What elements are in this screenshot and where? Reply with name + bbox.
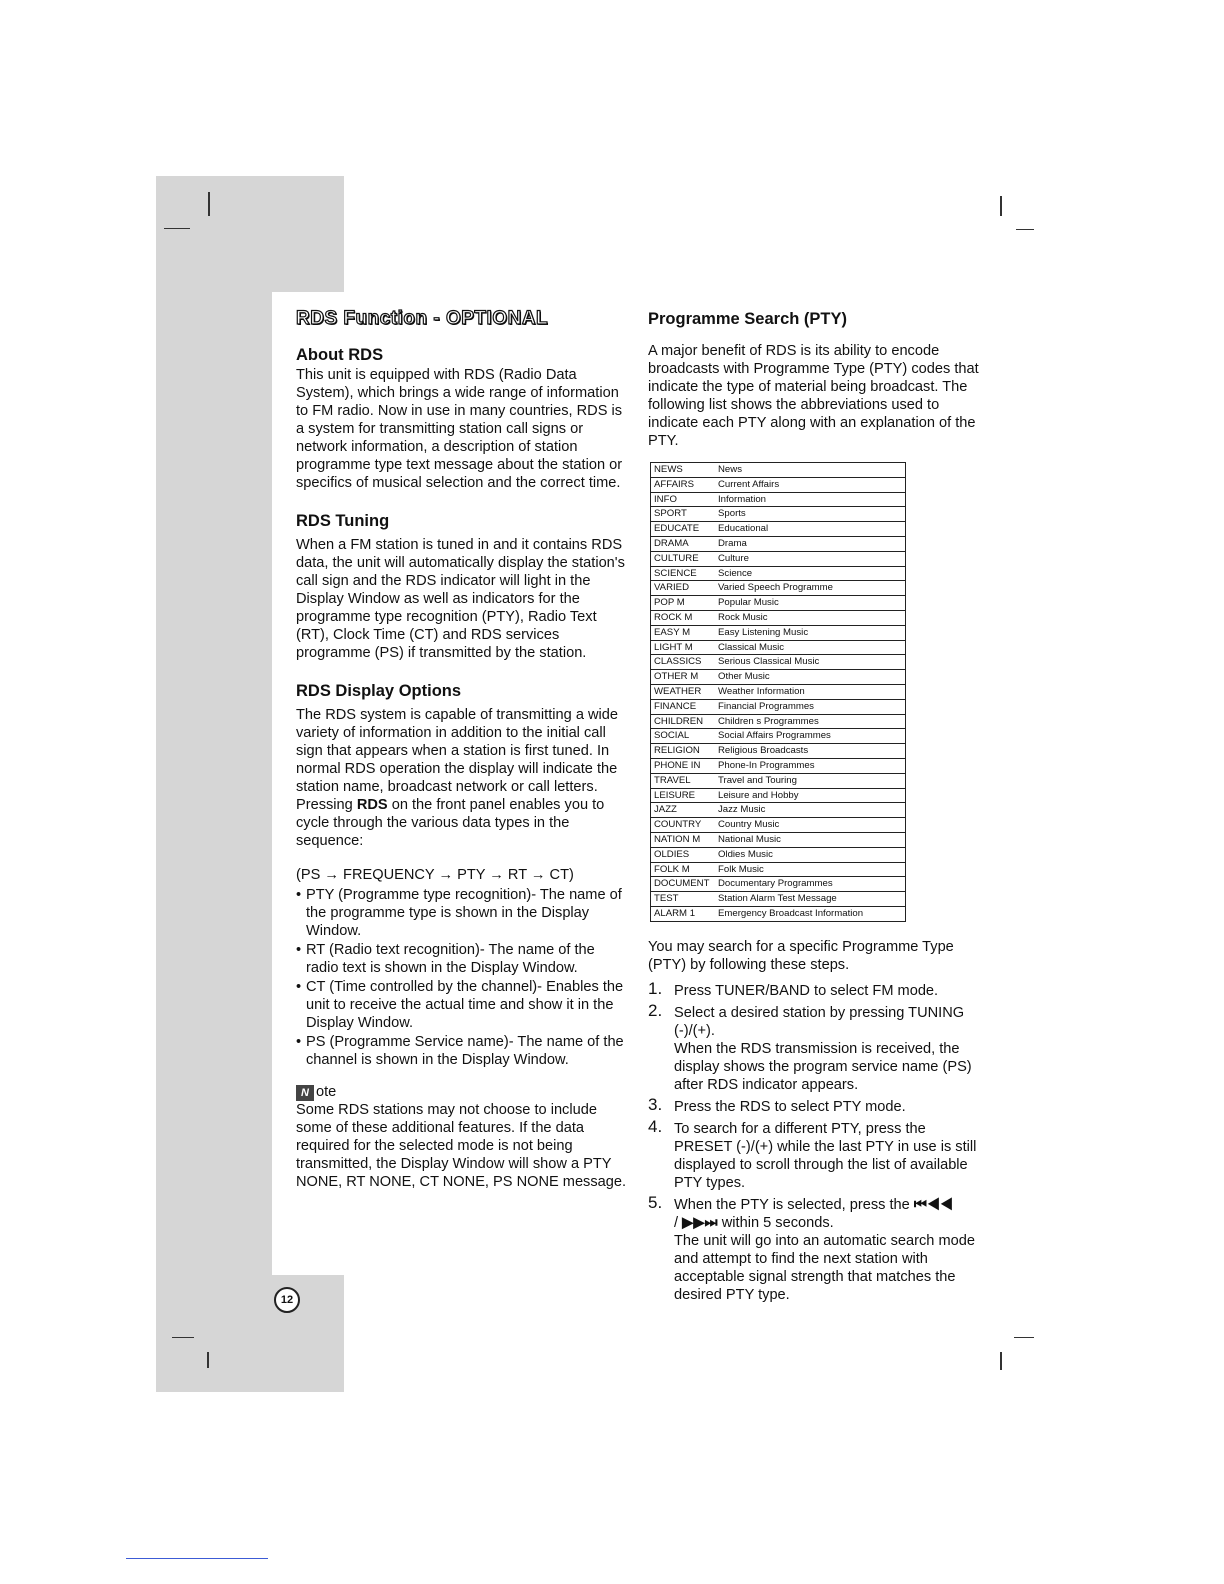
pty-code: RELIGION [651, 744, 716, 759]
search-steps [648, 978, 983, 1304]
rds-display-heading: RDS Display Options [296, 682, 462, 700]
crop-mark [1000, 196, 1002, 216]
left-column [296, 310, 628, 1205]
step-text: When the PTY is selected, press the [674, 1196, 914, 1213]
crop-mark [164, 228, 190, 229]
table-row [651, 670, 906, 685]
pty-code: INFO [651, 492, 716, 507]
step-item [648, 1192, 983, 1304]
pty-description: Leisure and Hobby [715, 788, 906, 803]
search-intro-text: You may search for a specific Programme Type (PTY) by following these steps. [648, 938, 954, 973]
pty-code: OLDIES [651, 847, 716, 862]
step-number: 1. [648, 978, 663, 998]
pty-code: NATION M [651, 832, 716, 847]
table-row [651, 714, 906, 729]
rds-display-text [296, 706, 628, 850]
table-row [651, 522, 906, 537]
pty-description: Documentary Programmes [715, 877, 906, 892]
pty-code: SOCIAL [651, 729, 716, 744]
table-row [651, 640, 906, 655]
table-row [651, 477, 906, 492]
table-row [651, 463, 906, 478]
pty-description: Current Affairs [715, 477, 906, 492]
pty-code: FOLK M [651, 862, 716, 877]
note-icon: N [296, 1085, 314, 1101]
step-number: 4. [648, 1116, 663, 1136]
pty-description: Sports [715, 507, 906, 522]
table-row [651, 832, 906, 847]
pty-intro-text: A major benefit of RDS is its ability to encode broadcasts with Programme Type (PTY) codes that indicate the type of material being broadcast. The following list shows the abbreviations used to indicate each PTY along with an explanation of the PTY. [648, 343, 979, 449]
table-row [651, 862, 906, 877]
pty-code: CHILDREN [651, 714, 716, 729]
step-number: 3. [648, 1094, 663, 1114]
note-header [296, 1083, 628, 1101]
pty-description: Drama [715, 536, 906, 551]
pty-description: Weather Information [715, 684, 906, 699]
step-text: Press the RDS to select PTY mode. [674, 1098, 906, 1115]
pty-description: Other Music [715, 670, 906, 685]
step-number: 2. [648, 1000, 663, 1020]
step-item [648, 1000, 983, 1094]
crop-mark [1014, 1337, 1034, 1338]
table-row [651, 536, 906, 551]
table-row [651, 655, 906, 670]
note-label: ote [316, 1084, 337, 1100]
pty-description: Classical Music [715, 640, 906, 655]
table-row [651, 892, 906, 907]
about-rds-text: This unit is equipped with RDS (Radio Data System), which brings a wide range of information to FM radio. Now in use in many countries, RDS is a system for transmitting station call signs or network information, a description of station programme type text message about the station or specifics of musical selection and the correct time. [296, 367, 623, 491]
pty-code: POP M [651, 596, 716, 611]
pty-code: LIGHT M [651, 640, 716, 655]
page-title: RDS Function - OPTIONAL [296, 308, 549, 329]
pty-description: Station Alarm Test Message [715, 892, 906, 907]
table-row [651, 788, 906, 803]
pty-code: NEWS [651, 463, 716, 478]
pty-code: DOCUMENT [651, 877, 716, 892]
step-text: To search for a different PTY, press the PRESET (-)/(+) while the last PTY in use is still displayed to scroll through the list of available PTY types. [674, 1120, 977, 1191]
note-text: Some RDS stations may not choose to include some of these additional features. If the data required for the selected mode is not being transmitted, the Display Window will show a PTY NONE, RT NONE, CT NONE, PS NONE message. [296, 1102, 627, 1190]
table-row [651, 507, 906, 522]
pty-description: Oldies Music [715, 847, 906, 862]
pty-description: Phone-In Programmes [715, 758, 906, 773]
table-row [651, 803, 906, 818]
pty-description: Folk Music [715, 862, 906, 877]
table-row [651, 699, 906, 714]
table-row [651, 492, 906, 507]
table-row [651, 551, 906, 566]
step-text-end: within 5 seconds. [721, 1214, 834, 1231]
table-row [651, 684, 906, 699]
pty-description: Serious Classical Music [715, 655, 906, 670]
pty-description: Children s Programmes [715, 714, 906, 729]
step-item [648, 1116, 983, 1192]
list-item: • RT (Radio text recognition)- The name of the radio text is shown in the Display Window. [296, 941, 628, 977]
pty-code: ROCK M [651, 610, 716, 625]
pty-code: AFFAIRS [651, 477, 716, 492]
about-rds-heading: About RDS [296, 346, 384, 364]
pty-description: Financial Programmes [715, 699, 906, 714]
pty-description: Educational [715, 522, 906, 537]
skip-forward-icon: ▶▶⏭ [682, 1214, 718, 1231]
table-row [651, 906, 906, 921]
pty-description: Culture [715, 551, 906, 566]
pty-code: EDUCATE [651, 522, 716, 537]
pty-code: DRAMA [651, 536, 716, 551]
step-number: 5. [648, 1192, 663, 1212]
pty-code: OTHER M [651, 670, 716, 685]
rds-tuning-heading: RDS Tuning [296, 512, 390, 530]
pty-code: EASY M [651, 625, 716, 640]
step-subtext: The unit will go into an automatic search mode and attempt to find the next station with acceptable signal strength that matches the desired PTY type. [674, 1232, 975, 1303]
table-row [651, 581, 906, 596]
pty-code: TEST [651, 892, 716, 907]
crop-mark [172, 1337, 194, 1338]
pty-table [650, 462, 906, 922]
list-item: • PS (Programme Service name)- The name of the channel is shown in the Display Window. [296, 1033, 628, 1069]
pty-description: Jazz Music [715, 803, 906, 818]
pty-code: COUNTRY [651, 818, 716, 833]
table-row [651, 625, 906, 640]
footer-rule [126, 1558, 268, 1559]
crop-mark [1016, 229, 1034, 230]
crop-mark [207, 1352, 209, 1368]
step-text-sep: / [674, 1214, 683, 1231]
pty-code: SCIENCE [651, 566, 716, 581]
table-row [651, 818, 906, 833]
pty-description: Varied Speech Programme [715, 581, 906, 596]
pty-description: National Music [715, 832, 906, 847]
pty-description: Religious Broadcasts [715, 744, 906, 759]
rds-button-label: RDS [356, 797, 388, 813]
list-item: • PTY (Programme type recognition)- The name of the programme type is shown in the Display Window. [296, 886, 628, 940]
step-text: Press TUNER/BAND to select FM mode. [674, 982, 939, 999]
pty-code: CULTURE [651, 551, 716, 566]
pty-code: PHONE IN [651, 758, 716, 773]
pty-description: Rock Music [715, 610, 906, 625]
step-item [648, 978, 983, 1000]
table-row [651, 596, 906, 611]
pty-description: Information [715, 492, 906, 507]
pty-search-heading: Programme Search (PTY) [648, 310, 847, 328]
pty-description: Social Affairs Programmes [715, 729, 906, 744]
table-row [651, 877, 906, 892]
pty-description: Science [715, 566, 906, 581]
pty-description: News [715, 463, 906, 478]
pty-description: Country Music [715, 818, 906, 833]
pty-code: TRAVEL [651, 773, 716, 788]
pty-code: LEISURE [651, 788, 716, 803]
crop-mark [1000, 1352, 1002, 1370]
pty-code: WEATHER [651, 684, 716, 699]
display-sequence: (PS → FREQUENCY → PTY → RT → CT) [296, 867, 574, 883]
rds-display-text-after: on the front panel enables you to cycle through the various data types in the sequence: [296, 797, 605, 849]
step-subtext: When the RDS transmission is received, the display shows the program service name (PS) after RDS indicator appears. [674, 1040, 972, 1093]
pty-code: CLASSICS [651, 655, 716, 670]
rds-display-text-before: The RDS system is capable of transmitting a wide variety of information in addition to the initial call sign that appears when a station is first tuned. In normal RDS operation the display will indicate the station name, broadcast network or call letters. Pressing [296, 707, 619, 813]
right-column [648, 310, 983, 1308]
step-item [648, 1094, 983, 1116]
display-options-list [296, 886, 628, 1069]
crop-mark [208, 192, 210, 216]
step-text: Select a desired station by pressing TUNING (-)/(+). [674, 1004, 965, 1039]
rds-tuning-text: When a FM station is tuned in and it contains RDS data, the unit will automatically display the station's call sign and the RDS indicator will light in the Display Window as well as indicators for the programme type recognition (PTY), Radio Text (RT), Clock Time (CT) and RDS services programme (PS) if transmitted by the station. [296, 537, 625, 661]
pty-code: JAZZ [651, 803, 716, 818]
table-row [651, 758, 906, 773]
pty-code: SPORT [651, 507, 716, 522]
pty-description: Travel and Touring [715, 773, 906, 788]
pty-description: Easy Listening Music [715, 625, 906, 640]
pty-description: Emergency Broadcast Information [715, 906, 906, 921]
pty-code: VARIED [651, 581, 716, 596]
table-row [651, 566, 906, 581]
skip-back-icon: ⏮◀◀ [913, 1196, 954, 1213]
table-row [651, 729, 906, 744]
page-number: 12 [274, 1287, 300, 1313]
table-row [651, 744, 906, 759]
table-row [651, 610, 906, 625]
pty-code: FINANCE [651, 699, 716, 714]
table-row [651, 773, 906, 788]
list-item: • CT (Time controlled by the channel)- Enables the unit to receive the actual time and show it in the Display Window. [296, 978, 628, 1032]
pty-code: ALARM 1 [651, 906, 716, 921]
pty-description: Popular Music [715, 596, 906, 611]
table-row [651, 847, 906, 862]
